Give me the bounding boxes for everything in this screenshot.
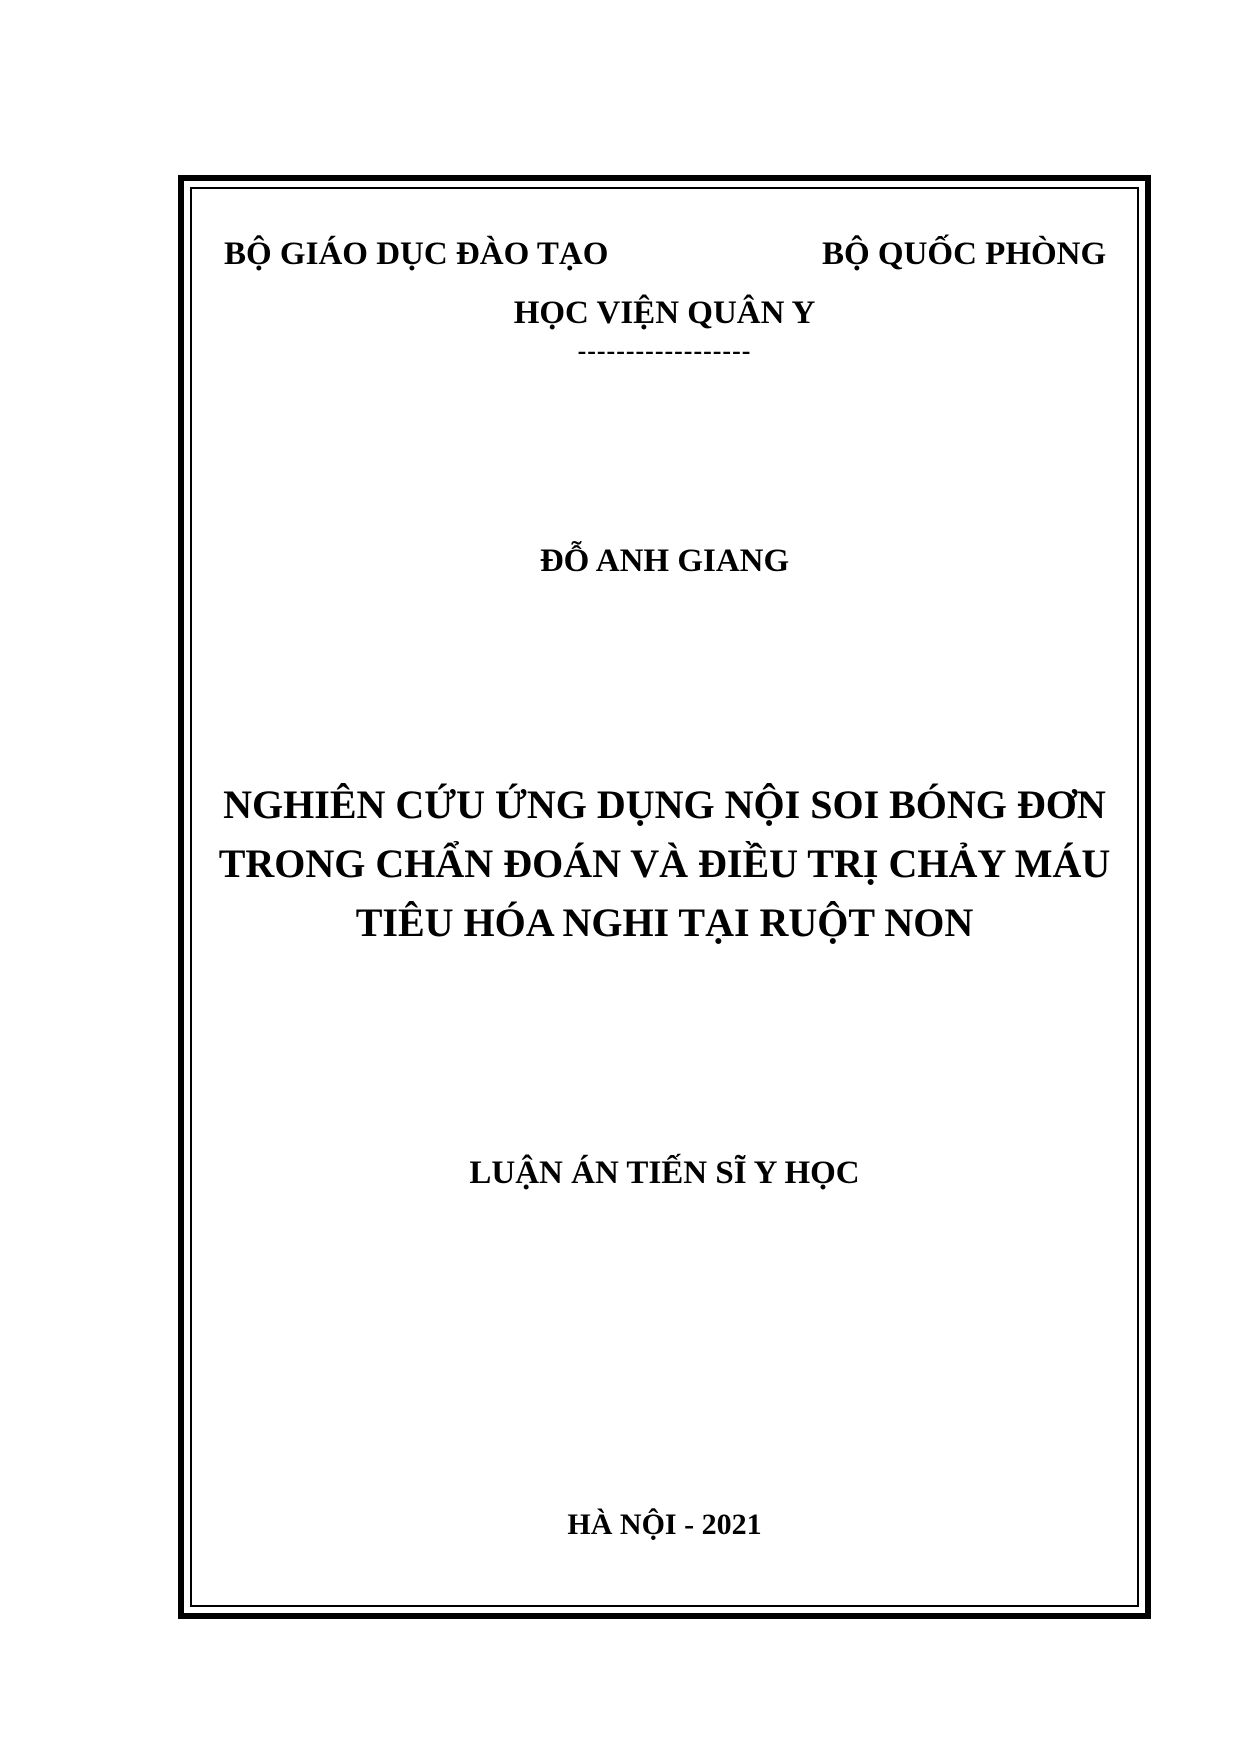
ministry-of-defense-heading: BỘ QUỐC PHÒNG xyxy=(822,236,1107,272)
ministry-of-education-heading: BỘ GIÁO DỤC ĐÀO TẠO xyxy=(224,236,609,272)
thesis-title-line-1: NGHIÊN CỨU ỨNG DỤNG NỘI SOI BÓNG ĐƠN xyxy=(223,782,1106,827)
header-separator: ------------------ xyxy=(577,336,752,365)
institute-name: HỌC VIỆN QUÂN Y xyxy=(513,295,816,331)
thesis-title-line-3: TIÊU HÓA NGHI TẠI RUỘT NON xyxy=(355,900,974,945)
thesis-title-line-2: TRONG CHẨN ĐOÁN VÀ ĐIỀU TRỊ CHẢY MÁU xyxy=(218,841,1111,886)
place-and-year: HÀ NỘI - 2021 xyxy=(567,1508,762,1541)
author-name: ĐỖ ANH GIANG xyxy=(539,543,790,579)
thesis-title xyxy=(200,775,1129,952)
degree-type: LUẬN ÁN TIẾN SĨ Y HỌC xyxy=(469,1155,860,1191)
